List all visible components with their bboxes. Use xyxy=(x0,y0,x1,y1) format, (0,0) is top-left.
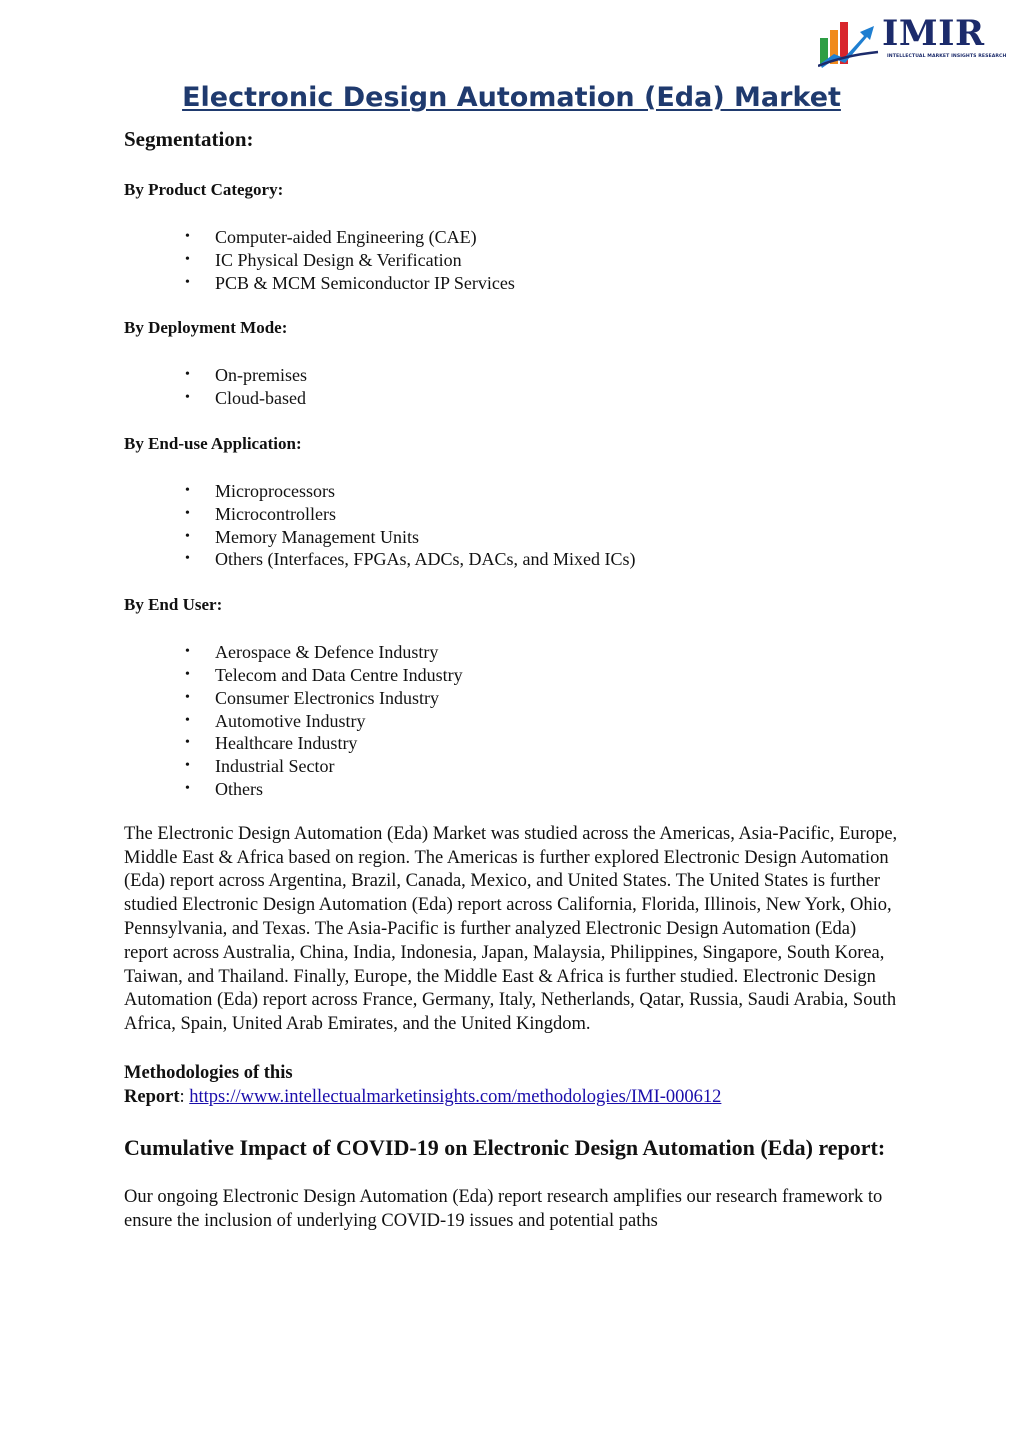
list-item: • IC Physical Design & Verification xyxy=(124,249,904,272)
section-heading: By End-use Application: xyxy=(124,433,302,453)
bullet-list xyxy=(124,364,904,410)
methodology-label-report: Report xyxy=(124,1086,180,1107)
logo-tagline: INTELLECTUAL MARKET INSIGHTS RESEARCH xyxy=(887,54,1007,59)
list-item: • Industrial Sector xyxy=(124,755,904,778)
document-body xyxy=(124,124,904,1234)
methodology-separator: : xyxy=(179,1086,190,1107)
methodology-link[interactable]: https://www.intellectualmarketinsights.com/methodologies/IMI-000612 xyxy=(189,1086,722,1107)
list-item: • Aerospace & Defence Industry xyxy=(124,641,904,664)
list-item: • Computer-aided Engineering (CAE) xyxy=(124,226,904,249)
bullet-list xyxy=(124,641,904,801)
segmentation-sections xyxy=(124,179,904,801)
list-item: • Cloud-based xyxy=(124,387,904,410)
list-item: • Healthcare Industry xyxy=(124,732,904,755)
list-item: • Others xyxy=(124,778,904,801)
list-item: • Consumer Electronics Industry xyxy=(124,687,904,710)
company-logo xyxy=(818,12,1008,68)
list-item: • Microprocessors xyxy=(124,480,904,503)
section-heading: By End User: xyxy=(124,595,223,615)
list-item: • Telecom and Data Centre Industry xyxy=(124,664,904,687)
section-heading: By Deployment Mode: xyxy=(124,318,288,338)
methodology-label: Methodologies of this xyxy=(124,1062,293,1083)
bullet-list xyxy=(124,226,904,294)
segmentation-heading: Segmentation: xyxy=(124,127,254,151)
list-item: • PCB & MCM Semiconductor IP Services xyxy=(124,272,904,295)
logo-chart-icon xyxy=(818,14,880,68)
covid-paragraph: Our ongoing Electronic Design Automation (Eda) report research amplifies our research framework to ensure the inclusion of underlying COVID-19 issues and potential paths xyxy=(124,1186,883,1231)
list-item: • Microcontrollers xyxy=(124,503,904,526)
list-item: • Memory Management Units xyxy=(124,526,904,549)
list-item: • Others (Interfaces, FPGAs, ADCs, DACs, and Mixed ICs) xyxy=(124,548,904,571)
bullet-list xyxy=(124,480,904,571)
methodology-line xyxy=(124,1061,904,1109)
covid-heading: Cumulative Impact of COVID-19 on Electronic Design Automation (Eda) report: xyxy=(124,1134,886,1160)
list-item: • Automotive Industry xyxy=(124,710,904,733)
list-item: • On-premises xyxy=(124,364,904,387)
document-title: Electronic Design Automation (Eda) Market xyxy=(182,82,841,113)
section-heading: By Product Category: xyxy=(124,180,284,199)
region-paragraph: The Electronic Design Automation (Eda) Market was studied across the Americas, Asia-Pacific, Europe, Middle East & Africa based on region. The Americas is further explored Electronic Design Automation (Eda) report across Argentina, Brazil, Canada, Mexico, and United States. The United States is further studied Electronic Design Automation (Eda) report across California, Florida, Illinois, New York, Ohio, Pennsylvania, and Texas. The Asia-Pacific is further analyzed Electronic Design Automation (Eda) report across Australia, China, India, Indonesia, Japan, Malaysia, Philippines, Singapore, South Korea, Taiwan, and Thailand. Finally, Europe, the Middle East & Africa is further studied. Electronic Design Automation (Eda) report across France, Germany, Italy, Netherlands, Qatar, Russia, Saudi Arabia, South Africa, Spain, United Arab Emirates, and the United Kingdom. xyxy=(124,823,898,1035)
logo-wordmark: IMIR xyxy=(882,13,985,54)
